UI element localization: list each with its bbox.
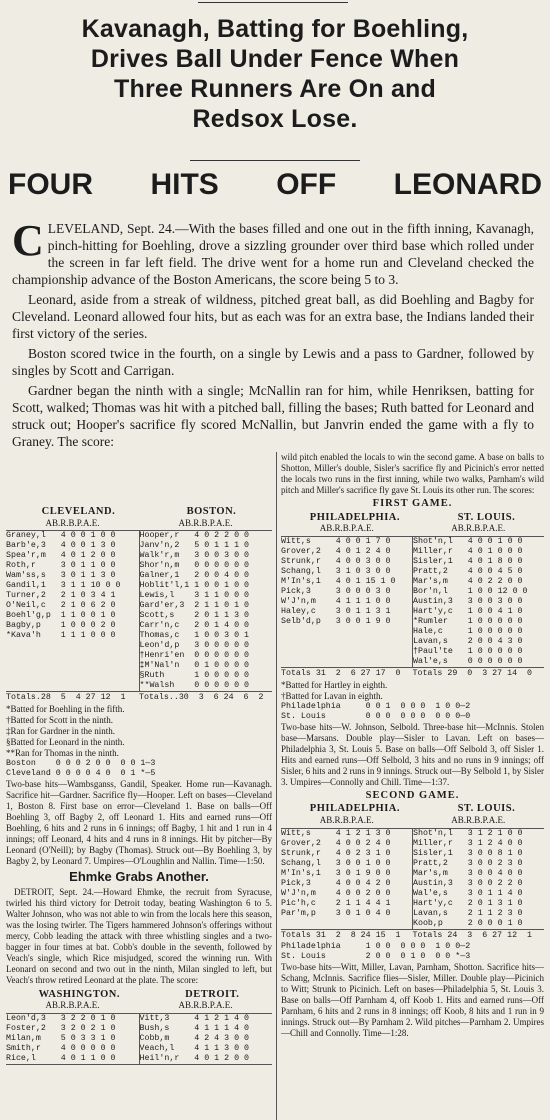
box-row: Hoblit'l,1 1 0 0 1 0 0 [139, 581, 250, 591]
box-row: Leon'd,3 3 2 2 0 1 0 [6, 1013, 116, 1023]
box-row: Witt,s 4 0 0 1 7 0 [281, 536, 391, 546]
box-row: †Paul'te 1 0 0 0 0 0 [413, 646, 523, 656]
philadelphia-box [281, 829, 412, 929]
story-paragraph: Boston scored twice in the fourth, on a single by Lewis and a pass to Gardner, followed by singles by Scott and Carrigan. [12, 346, 534, 378]
st-louis-box [412, 537, 544, 667]
team-title: PHILADELPHIA. [309, 803, 400, 815]
box-row: Veach,l 4 1 1 3 0 0 [139, 1043, 250, 1053]
box-row: *Rumler 1 0 0 0 0 0 [413, 616, 523, 626]
box-row: Schang,l 3 0 0 1 0 0 [281, 858, 391, 868]
box-row: †Batted for Scott in the ninth. [6, 715, 113, 726]
box-row: Schang,l 3 1 0 3 0 0 [281, 566, 391, 576]
box-row: Sisler,1 4 0 1 8 0 0 [413, 556, 523, 566]
column-divider [276, 452, 277, 1120]
team-title: WASHINGTON. [38, 988, 121, 1000]
boston-box [139, 531, 273, 691]
totals-row: Totals 31 2 6 27 17 0 Totals 29 0 3 27 14 0 [281, 668, 532, 678]
box-row: Witt,s 4 1 2 1 3 0 [281, 828, 391, 838]
box-row: Koob,p 2 0 0 0 1 0 [413, 918, 523, 928]
box-row: Par'm,p 3 0 1 0 4 0 [281, 908, 391, 918]
left-column [6, 506, 272, 1065]
game-title: SECOND GAME. [365, 789, 460, 801]
philadelphia-box [281, 537, 412, 667]
box-row: Strunk,r 4 0 2 3 1 0 [281, 848, 391, 858]
box-row: Mar's,m 3 0 0 4 0 0 [413, 868, 523, 878]
box-row: Grover,2 4 0 0 2 4 0 [281, 838, 391, 848]
box-row: §Ruth 1 0 0 0 0 0 [139, 671, 250, 681]
box-row: Pratt,2 4 0 0 4 5 0 [413, 566, 523, 576]
box-row: Janv'n,2 5 0 1 1 1 0 [139, 541, 250, 551]
story-text: LEVELAND, Sept. 24.—With the bases filled and one out in the fifth inning, Kavanagh, pinch-hitting for Boehling, drove a sizzling grounder over third base which rolled under the screen in far left field. The drive went for a home run and Cleveland checked the championship advance of the Boston Americans, the score being 5 to 3. [12, 221, 534, 287]
separator-rule [190, 160, 360, 161]
team-title: PHILADELPHIA. [309, 511, 400, 523]
box-row: Graney,l 4 0 0 1 0 0 [6, 531, 116, 541]
subhead-word: OFF [276, 168, 337, 201]
box-row: Vitt,3 4 1 2 1 4 0 [139, 1013, 250, 1023]
box-row: †Henri'en 0 0 0 0 0 0 [139, 651, 250, 661]
line-score: St. Louis 2 0 0 0 1 0 0 0 *—3 [281, 951, 471, 961]
box-row: Sisler,1 3 0 0 8 1 0 [413, 848, 523, 858]
box-row: O'Neil,c 2 1 0 6 2 0 [6, 601, 116, 611]
box-row: Hale,c 1 0 0 0 0 0 [413, 626, 523, 636]
box-row: Pick,3 4 0 0 4 2 0 [281, 878, 391, 888]
box-row: Walk'r,m 3 0 0 3 0 0 [139, 551, 250, 561]
box-row: Turner,2 2 1 0 3 4 1 [6, 591, 116, 601]
team-title: CLEVELAND. [41, 506, 116, 517]
box-row: Strunk,r 4 0 0 3 0 0 [281, 556, 391, 566]
box-row: Foster,2 3 2 0 2 1 0 [6, 1023, 116, 1033]
box-row: W'J'n,m 4 0 0 2 0 0 [281, 888, 391, 898]
box-score [6, 530, 272, 692]
line-score: St. Louis 0 0 0 0 0 0 0 0 0—0 [281, 711, 471, 721]
box-row: Austin,3 3 0 0 2 2 0 [413, 878, 523, 888]
box-row: Bagby,p 1 0 0 0 2 0 [6, 621, 116, 631]
game-title: FIRST GAME. [372, 498, 453, 509]
box-row: ‡Ran for Gardner in the ninth. [6, 726, 115, 737]
column-header: AB.R.B.P.A.E. [178, 517, 233, 528]
box-row: Miller,r 3 1 2 4 0 0 [413, 838, 523, 848]
subhead-word: LEONARD [393, 168, 542, 201]
box-row: Pick,3 3 0 0 0 3 0 [281, 586, 391, 596]
totals-row: Totals 31 2 8 24 15 1 Totals 24 3 6 27 12 1 [281, 930, 532, 940]
headline: Kavanagh, Batting for Boehling, Drives Ball Under Fence When Three Runners Are On and Redsox Lose. [81, 15, 469, 133]
box-row: **Walsh 0 0 0 0 0 0 [139, 681, 250, 691]
team-title: ST. LOUIS. [457, 803, 516, 815]
box-row: *Kava'h 1 1 1 0 0 0 [6, 631, 116, 641]
box-row: Milan,m 5 0 3 3 1 0 [6, 1033, 116, 1043]
column-header: AB.R.B.P.A.E. [178, 1000, 233, 1011]
box-row: Selb'd,p 3 0 0 1 9 0 [281, 616, 391, 626]
box-row: Shot'n,l 3 1 2 1 0 0 [413, 828, 523, 838]
box-score [6, 1013, 272, 1065]
team-title: ST. LOUIS. [457, 511, 516, 523]
box-row: M'In's,1 4 0 1 15 1 0 [281, 576, 396, 586]
box-score [281, 536, 544, 668]
team-title: DETROIT. [185, 988, 240, 1000]
box-row: Bor'n,l 1 0 0 12 0 0 [413, 586, 528, 596]
right-column [281, 452, 544, 1039]
box-row: Shot'n,l 4 0 0 1 0 0 [413, 536, 523, 546]
detroit-box [139, 1014, 273, 1064]
game-summary: Two-base hits—Witt, Miller, Lavan, Parnham, Shotton. Sacrifice hits—Schang, McInnis. Sacrifice flies—Sisler, Miller. Double play—Picinich to Witt; Strunk to Picinich. Left on bases—Philadelphia 5, St. Louis 3. Base on balls—Off Parnham 4, off Koob 1. Hits and earned runs—Off Parnham, 6 hits and 2 runs in 8 innings; off Koob, 8 hits and 1 run in 9 innings. Struck out—By Parnham 2. Wild pitches—Parnham 2. Umpires—Chill and Connolly. Time—1:28. [281, 961, 544, 1038]
box-row: Wam'ss,s 3 0 1 1 3 0 [6, 571, 116, 581]
box-row: Hart'y,c 1 0 0 4 1 0 [413, 606, 523, 616]
washington-box [6, 1014, 139, 1064]
box-row: Lavan,s 2 0 0 4 3 0 [413, 636, 523, 646]
box-row: **Ran for Thomas in the ninth. [6, 748, 119, 759]
box-row: §Batted for Leonard in the ninth. [6, 737, 125, 748]
line-score: Cleveland 0 0 0 0 4 0 0 1 *—5 [6, 769, 156, 779]
box-row: Pratt,2 3 0 0 2 3 0 [413, 858, 523, 868]
team-title: BOSTON. [186, 506, 237, 517]
box-notes [281, 680, 544, 702]
box-row: Miller,r 4 0 1 0 0 0 [413, 546, 523, 556]
sub-story: DETROIT, Sept. 24.—Howard Ehmke, the recruit from Syracuse, twirled his third victory for Detroit today, beating Washington 6 to 5. Walter Johnson, who was not able to win from the locals here this season, was the losing twirler. The Tigers hammered Johnson's offerings without mercy, Cobb leading the attack with three whistling singles and a two-bagger in four times at bat. Cobb's double in the seventh, followed by Veach's single, which Rice misjudged, scored the winning run. With Leonard on second and two out in the ninth, Milan singled to left, but Veach's throw retired Leonard at the plate. The score: [6, 886, 272, 985]
box-score [281, 828, 544, 930]
box-row: Scott,s 2 0 1 1 3 0 [139, 611, 250, 621]
box-row: Hooper,r 4 0 2 2 0 0 [139, 531, 250, 541]
drop-cap: C [12, 216, 44, 265]
column-header: AB.R.B.P.A.E. [451, 523, 506, 534]
column-header: AB.R.B.P.A.E. [45, 517, 100, 528]
line-score: Philadelphia 0 0 1 0 0 0 1 0 0—2 [281, 701, 471, 711]
story-body [12, 216, 534, 453]
box-row: Heil'n,r 4 0 1 2 0 0 [139, 1053, 250, 1063]
box-row: Gandil,1 3 1 1 10 0 0 [6, 581, 121, 591]
box-row: Leon'd,p 3 0 0 0 0 0 [139, 641, 250, 651]
box-row: Lewis,l 3 1 1 0 0 0 [139, 591, 250, 601]
box-row: Barb'e,3 4 0 0 1 3 0 [6, 541, 116, 551]
box-row: Haley,c 3 0 1 1 3 1 [281, 606, 391, 616]
column-header: AB.R.B.P.A.E. [319, 523, 374, 534]
box-row: †Batted for Lavan in eighth. [281, 690, 383, 701]
subhead-word: HITS [150, 168, 219, 201]
box-row: Wal'e,s 3 0 1 1 4 0 [413, 888, 523, 898]
box-row: Wal'e,s 0 0 0 0 0 0 [413, 656, 523, 666]
box-row: Gard'er,3 2 1 1 0 1 0 [139, 601, 250, 611]
column-header: AB.R.B.P.A.E. [451, 814, 506, 825]
box-row: *Batted for Boehling in the fifth. [6, 704, 125, 715]
box-row: Cobb,m 4 2 4 3 0 0 [139, 1033, 250, 1043]
box-row: Austin,3 3 0 0 3 0 0 [413, 596, 523, 606]
box-row: Boehl'g,p 1 1 0 0 1 0 [6, 611, 116, 621]
box-row: Rice,l 4 0 1 1 0 0 [6, 1053, 116, 1063]
box-row: Shor'n,m 0 0 0 0 0 0 [139, 561, 250, 571]
box-row: Galner,1 2 0 0 4 0 0 [139, 571, 250, 581]
story-paragraph: Leonard, aside from a streak of wildness, pitched great ball, as did Boehling and Bagby for Cleveland. Leonard allowed four hits, but as each was for an extra base, the Indians landed their first victory of the series. [12, 292, 534, 341]
box-row: W'J'n,m 4 1 1 1 0 0 [281, 596, 391, 606]
box-row: Hart'y,c 2 0 1 3 1 0 [413, 898, 523, 908]
box-row: Smith,r 4 0 0 0 0 0 [6, 1043, 116, 1053]
box-row: Pic'h,c 2 1 1 4 4 1 [281, 898, 391, 908]
box-row: Spea'r,m 4 0 1 2 0 0 [6, 551, 116, 561]
box-row: ‡M'Nal'n 0 1 0 0 0 0 [139, 661, 250, 671]
st-louis-box [412, 829, 544, 929]
subheadline [8, 167, 542, 203]
box-row: Thomas,c 1 0 0 3 0 1 [139, 631, 250, 641]
sub-headline: Ehmke Grabs Another. [69, 869, 209, 885]
story-paragraph [12, 216, 534, 288]
line-score: Philadelphia 1 0 0 0 0 0 1 0 0—2 [281, 941, 471, 951]
box-row: Carr'n,c 2 0 1 4 0 0 [139, 621, 250, 631]
subhead-word: FOUR [8, 168, 93, 201]
box-row: *Batted for Hartley in eighth. [281, 679, 388, 690]
story-continuation: wild pitch enabled the locals to win the second game. A base on balls to Shotton, Miller's double, Sisler's sacrifice fly and Picinich's error netted the locals two runs in the first inning, while two walks, Parnham's wild pitch and Miller's sacrifice fly gave St. Louis its other run. The scores: [281, 452, 544, 495]
box-row: Bush,s 4 1 1 1 4 0 [139, 1023, 250, 1033]
box-notes [6, 704, 272, 759]
column-header: AB.R.B.P.A.E. [45, 1000, 100, 1011]
column-header: AB.R.B.P.A.E. [319, 814, 374, 825]
line-score: Boston 0 0 0 2 0 0 0 0 1—3 [6, 759, 156, 769]
top-rule [198, 2, 348, 3]
box-row: Lavan,s 2 1 1 2 3 0 [413, 908, 523, 918]
box-row: Roth,r 3 0 1 1 0 0 [6, 561, 116, 571]
game-summary: Two-base hits—W. Johnson, Selbold. Three-base hit—McInnis. Stolen base—Marsans. Double play—Sisler to Lavan. Left on bases—Philadelphia 3, St. Louis 5. Base on balls—Off Selbold 3, off Sisler 1. Hits and earned runs—Off Selbold, 3 hits and no runs in 9 innings; off Sisler, 6 hits and 2 runs in 9 innings. Struck out—By Selbold 1, by Sisler 3. Umpires—Connolly and Chill. Time—1:37. [281, 721, 544, 787]
totals-row: Totals.28 5 4 27 12 1 Totals..30 3 6 24 6 2 [6, 693, 264, 703]
box-row: M'In's,1 3 0 1 9 0 0 [281, 868, 391, 878]
box-row: Mar's,m 4 0 2 2 0 0 [413, 576, 523, 586]
game-summary: Two-base hits—Wambsganss, Gandil, Speaker. Home run—Kavanagh. Sacrifice hit—Gardner. Sacrifice fly—Hooper. Left on bases—Cleveland 1, Boston 8. First base on error—Cleveland 1. Base on balls—Off Boehling 3, off Bagby 2, off Leonard 1. Hits and earned runs—Off Boehling, 6 hits and 2 runs in 6 innings; off Bagby, 1 hit and 1 run in 4 innings; off Leonard, 4 hits and 4 runs in 8 innings. Hit by pitcher—By Leonard (O'Neill); by Bagby (Thomas). Struck out—By Boehling 3, by Bagby 2, by Leonard 7. Umpires—O'Loughlin and Nallin. Time—1:50. [6, 779, 272, 867]
cleveland-box [6, 531, 139, 691]
story-paragraph: Gardner began the ninth with a single; McNallin ran for him, while Henriksen, batting for Scott, walked; Thomas was hit with a pitched ball, filling the bases; Ruth batted for Leonard and struck out; Hooper's sacrifice fly scored McNallin, but Janvrin ended the game with a fly to Graney. The score: [12, 383, 534, 449]
box-row: Grover,2 4 0 1 2 4 0 [281, 546, 391, 556]
